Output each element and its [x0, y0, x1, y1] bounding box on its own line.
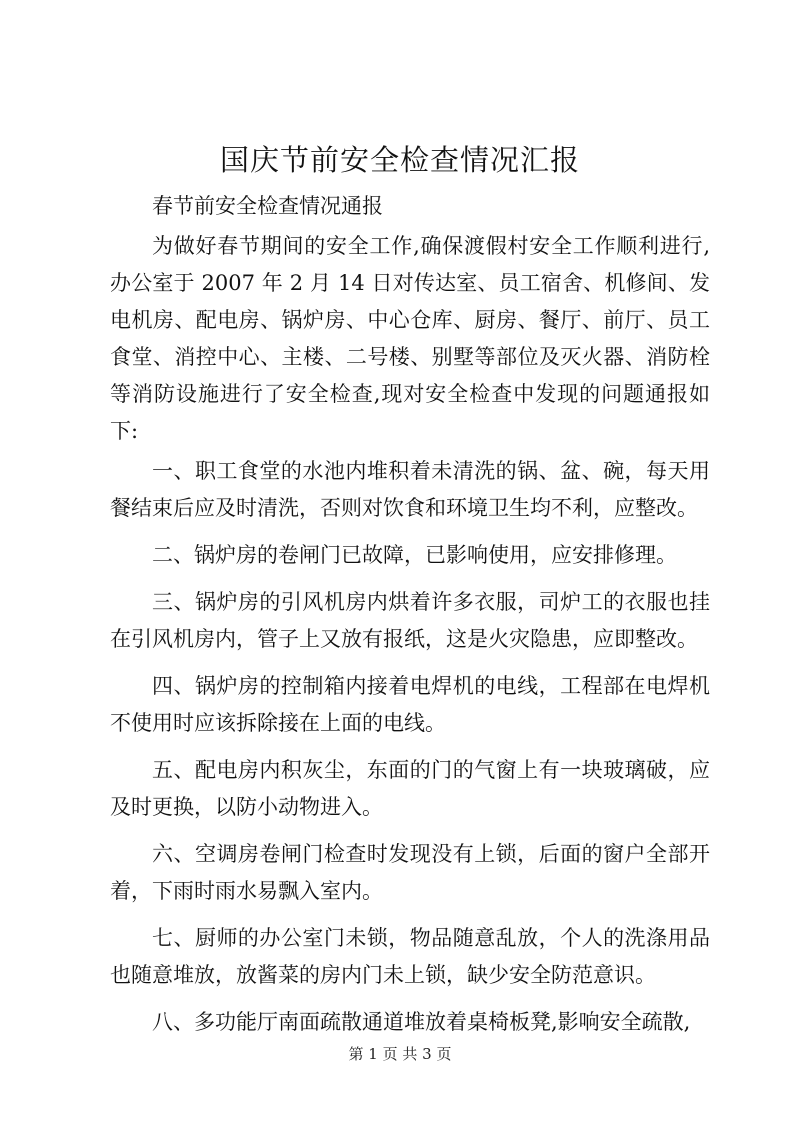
- paragraph-item-1: 一、职工食堂的水池内堆积着未清洗的锅、盆、碗，每天用餐结束后应及时清洗，否则对饮食和环境卫生均不利，应整改。: [110, 459, 710, 520]
- paragraph-item-3: 三、锅炉房的引风机房内烘着许多衣服，司炉工的衣服也挂在引风机房内，管子上又放有报纸，这是火灾隐患，应即整改。: [110, 590, 710, 651]
- paragraph-item-7: 七、厨师的办公室门未锁，物品随意乱放，个人的洗涤用品也随意堆放，放酱菜的房内门未上锁，缺少安全防范意识。: [110, 926, 710, 987]
- paragraph-item-5: 五、配电房内积灰尘，东面的门的气窗上有一块玻璃破，应及时更换，以防小动物进入。: [110, 758, 710, 819]
- paragraph-item-8: 八、多功能厅南面疏散通道堆放着桌椅板凳,影响安全疏散,: [152, 1010, 691, 1034]
- paragraph-item-6: 六、空调房卷闸门检查时发现没有上锁，后面的窗户全部开着，下雨时雨水易飘入室内。: [110, 842, 710, 903]
- document-subtitle: 春节前安全检查情况通报: [152, 194, 383, 218]
- paragraph-item-2: 二、锅炉房的卷闸门已故障，已影响使用，应安排修理。: [152, 543, 677, 567]
- page-footer: 第 1 页 共 3 页: [348, 1045, 452, 1063]
- document-body: [110, 188, 710, 1051]
- paragraph-item-4: 四、锅炉房的控制箱内接着电焊机的电线，工程部在电焊机不使用时应该拆除接在上面的电线。: [110, 674, 710, 735]
- paragraph-intro: 为做好春节期间的安全工作,确保渡假村安全工作顺利进行,办公室于 2007 年 2 月 14 日对传达室、员工宿舍、机修间、发电机房、配电房、锅炉房、中心仓库、厨房、餐厅、前厅、员工食堂、消控中心、主楼、二号楼、别墅等部位及灭火器、消防栓等消防设施进行了安全检查,现对安全检查中发现的问题通报如下:: [110, 234, 710, 443]
- document-title: 国庆节前安全检查情况汇报: [219, 143, 580, 177]
